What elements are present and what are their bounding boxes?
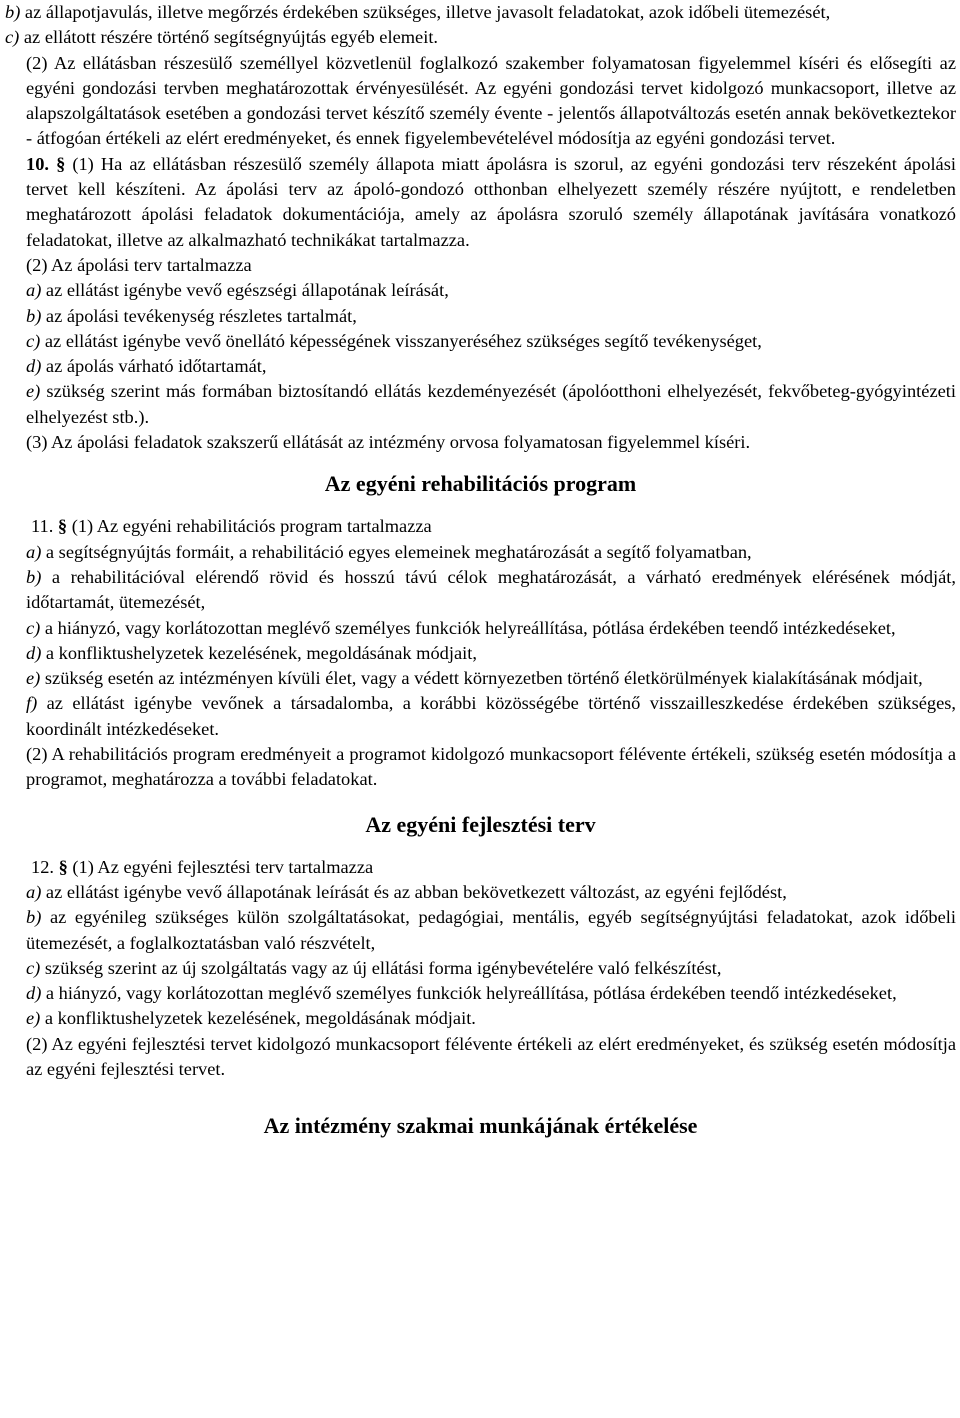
item-text: az ellátott részére történő segítségnyújtás egyéb elemeit. bbox=[19, 27, 439, 48]
item-text: az ellátást igénybe vevő önellátó képességének visszanyeréséhez szükséges segítő tevékenységet, bbox=[40, 330, 762, 351]
item-label: a) bbox=[26, 280, 42, 301]
item-text: az ápolási tevékenység részletes tartalmát, bbox=[41, 305, 357, 326]
section-text: (1) Az egyéni fejlesztési terv tartalmazza bbox=[67, 856, 374, 877]
list-item bbox=[5, 956, 956, 981]
item-label: c) bbox=[5, 27, 20, 48]
item-text: az ápolás várható időtartamát, bbox=[41, 356, 267, 377]
item-text: az állapotjavulás, illetve megőrzés érdekében szükséges, illetve javasolt feladatokat, azok időbeli ütemezését, bbox=[20, 2, 831, 22]
list-item bbox=[5, 905, 956, 956]
item-label: b) bbox=[5, 2, 21, 22]
list-item bbox=[5, 565, 956, 616]
heading-professional-evaluation: Az intézmény szakmai munkájának értékelése bbox=[263, 1113, 698, 1139]
item-label: e) bbox=[26, 668, 41, 689]
item-text: az ellátást igénybe vevő állapotának leírását és az abban bekövetkezett változást, az egyéni fejlődést, bbox=[41, 881, 787, 902]
section-11-paragraph-2: (2) A rehabilitációs program eredményeit a programot kidolgozó munkacsoport félévente értékeli, szükség esetén módosítja a programot, meghatározza a további feladatokat. bbox=[26, 744, 956, 790]
paragraph-9-2: (2) Az ellátásban részesülő személlyel közvetlenül foglalkozó szakember folyamatosan figyelemmel kíséri és elősegíti az egyéni gondozási tervben meghatározottak érvényesülését. Az egyéni gondozási tervet kidolgozó munkacsoport, illetve az alapszolgáltatások esetében a gondozási tervet készítő személy évente - jelentős állapotváltozás esetén annak bekövetkeztekor - átfogóan értékeli az elért eredményeket, és ennek figyelembevételével módosítja az egyéni gondozási tervet. bbox=[26, 52, 956, 149]
item-label: b) bbox=[26, 305, 42, 326]
section-text: (1) Ha az ellátásban részesülő személy állapota miatt ápolásra is szorul, az egyéni gondozási terv részeként ápolási tervet kell készíteni. Az ápolási terv az ápoló-gondozó otthonban elhelyezett személy részére nyújtott, e rendeletben meghatározott ápolási feladatok dokumentációja, amely az ápolásra szoruló személy állapotának javítására vonatkozó feladatokat, illetve az alkalmazható technikákat tartalmazza. bbox=[26, 153, 956, 250]
section-sign: § bbox=[58, 856, 68, 877]
item-label: e) bbox=[26, 381, 41, 402]
item-label: c) bbox=[26, 330, 41, 351]
list-item bbox=[5, 880, 956, 905]
section-number: 10. bbox=[26, 153, 49, 174]
list-item bbox=[5, 1006, 956, 1031]
item-label: d) bbox=[26, 356, 42, 377]
item-text: az ellátást igénybe vevő egészségi állapotának leírását, bbox=[41, 280, 449, 301]
item-label: b) bbox=[26, 907, 42, 928]
section-number: 12. bbox=[31, 856, 54, 877]
item-text: az ellátást igénybe vevőnek a társadalomba, a korábbi közösségébe történő visszailleszkedése érdekében szükséges, koordinált intézkedéseket. bbox=[26, 693, 956, 739]
section-number: 11. bbox=[31, 516, 54, 537]
paragraph-item-b bbox=[5, 0, 956, 25]
section-10-paragraph-1 bbox=[5, 152, 956, 253]
item-text: a segítségnyújtás formáit, a rehabilitáció egyes elemeinek meghatározását a segítő folyamatban, bbox=[41, 541, 752, 562]
section-12-paragraph-1 bbox=[5, 855, 956, 880]
section-sign: § bbox=[56, 153, 66, 174]
section-11-paragraph-1 bbox=[5, 514, 956, 539]
item-text: a konfliktushelyzetek kezelésének, megoldásának módjait, bbox=[41, 642, 477, 663]
section-10-paragraph-3: (3) Az ápolási feladatok szakszerű ellátását az intézmény orvosa folyamatosan figyelemmel kíséri. bbox=[26, 432, 751, 453]
item-text: szükség esetén az intézményen kívüli élet, vagy a védett környezetben történő életkörülmények kialakításának módjait, bbox=[40, 668, 923, 689]
heading-rehabilitation-program: Az egyéni rehabilitációs program bbox=[324, 471, 637, 497]
list-item bbox=[5, 666, 956, 691]
list-item bbox=[5, 329, 956, 354]
item-text: szükség szerint más formában biztosítandó ellátás kezdeményezését (ápolóotthoni elhelyezését, fekvőbeteg-gyógyintézeti elhelyezést stb.). bbox=[26, 381, 956, 427]
item-text: a hiányzó, vagy korlátozottan meglévő személyes funkciók helyreállítása, pótlása érdekében teendő intézkedéseket, bbox=[41, 983, 897, 1004]
list-item bbox=[5, 379, 956, 430]
item-label: e) bbox=[26, 1008, 41, 1029]
item-label: b) bbox=[26, 566, 42, 587]
list-item bbox=[5, 641, 956, 666]
item-label: a) bbox=[26, 881, 42, 902]
item-text: a konfliktushelyzetek kezelésének, megoldásának módjait. bbox=[40, 1008, 476, 1029]
list-item bbox=[5, 540, 956, 565]
item-label: d) bbox=[26, 642, 42, 663]
item-text: a hiányzó, vagy korlátozottan meglévő személyes funkciók helyreállítása, pótlása érdekében teendő intézkedéseket, bbox=[40, 617, 896, 638]
item-text: az egyénileg szükséges külön szolgáltatásokat, pedagógiai, mentális, egyéb segítségnyújtási feladatokat, azok időbeli ütemezését, a foglalkoztatásban való részvételt, bbox=[26, 907, 956, 953]
list-item bbox=[5, 354, 956, 379]
heading-development-plan: Az egyéni fejlesztési terv bbox=[365, 811, 596, 837]
paragraph-item-c bbox=[5, 25, 956, 50]
section-text: (1) Az egyéni rehabilitációs program tartalmazza bbox=[67, 516, 432, 537]
item-text: a rehabilitációval elérendő rövid és hosszú távú célok meghatározását, a várható eredmények elérésének módját, időtartamát, ütemezését, bbox=[26, 566, 956, 613]
list-item bbox=[5, 304, 956, 329]
item-label: f) bbox=[26, 693, 38, 714]
section-sign: § bbox=[57, 516, 68, 537]
section-10-paragraph-2: (2) Az ápolási terv tartalmazza bbox=[26, 254, 252, 275]
item-label: c) bbox=[26, 957, 41, 978]
list-item bbox=[5, 278, 956, 303]
list-item bbox=[5, 691, 956, 742]
item-label: a) bbox=[26, 541, 42, 562]
section-12-paragraph-2: (2) Az egyéni fejlesztési tervet kidolgozó munkacsoport félévente értékeli az elért eredményeket, és szükség esetén módosítja az egyéni fejlesztési tervet. bbox=[26, 1033, 956, 1079]
list-item bbox=[5, 981, 956, 1006]
item-text: szükség szerint az új szolgáltatás vagy az új ellátási forma igénybevételére való felkészítést, bbox=[40, 957, 722, 978]
item-label: c) bbox=[26, 617, 41, 638]
list-item bbox=[5, 616, 956, 641]
item-label: d) bbox=[26, 983, 42, 1004]
